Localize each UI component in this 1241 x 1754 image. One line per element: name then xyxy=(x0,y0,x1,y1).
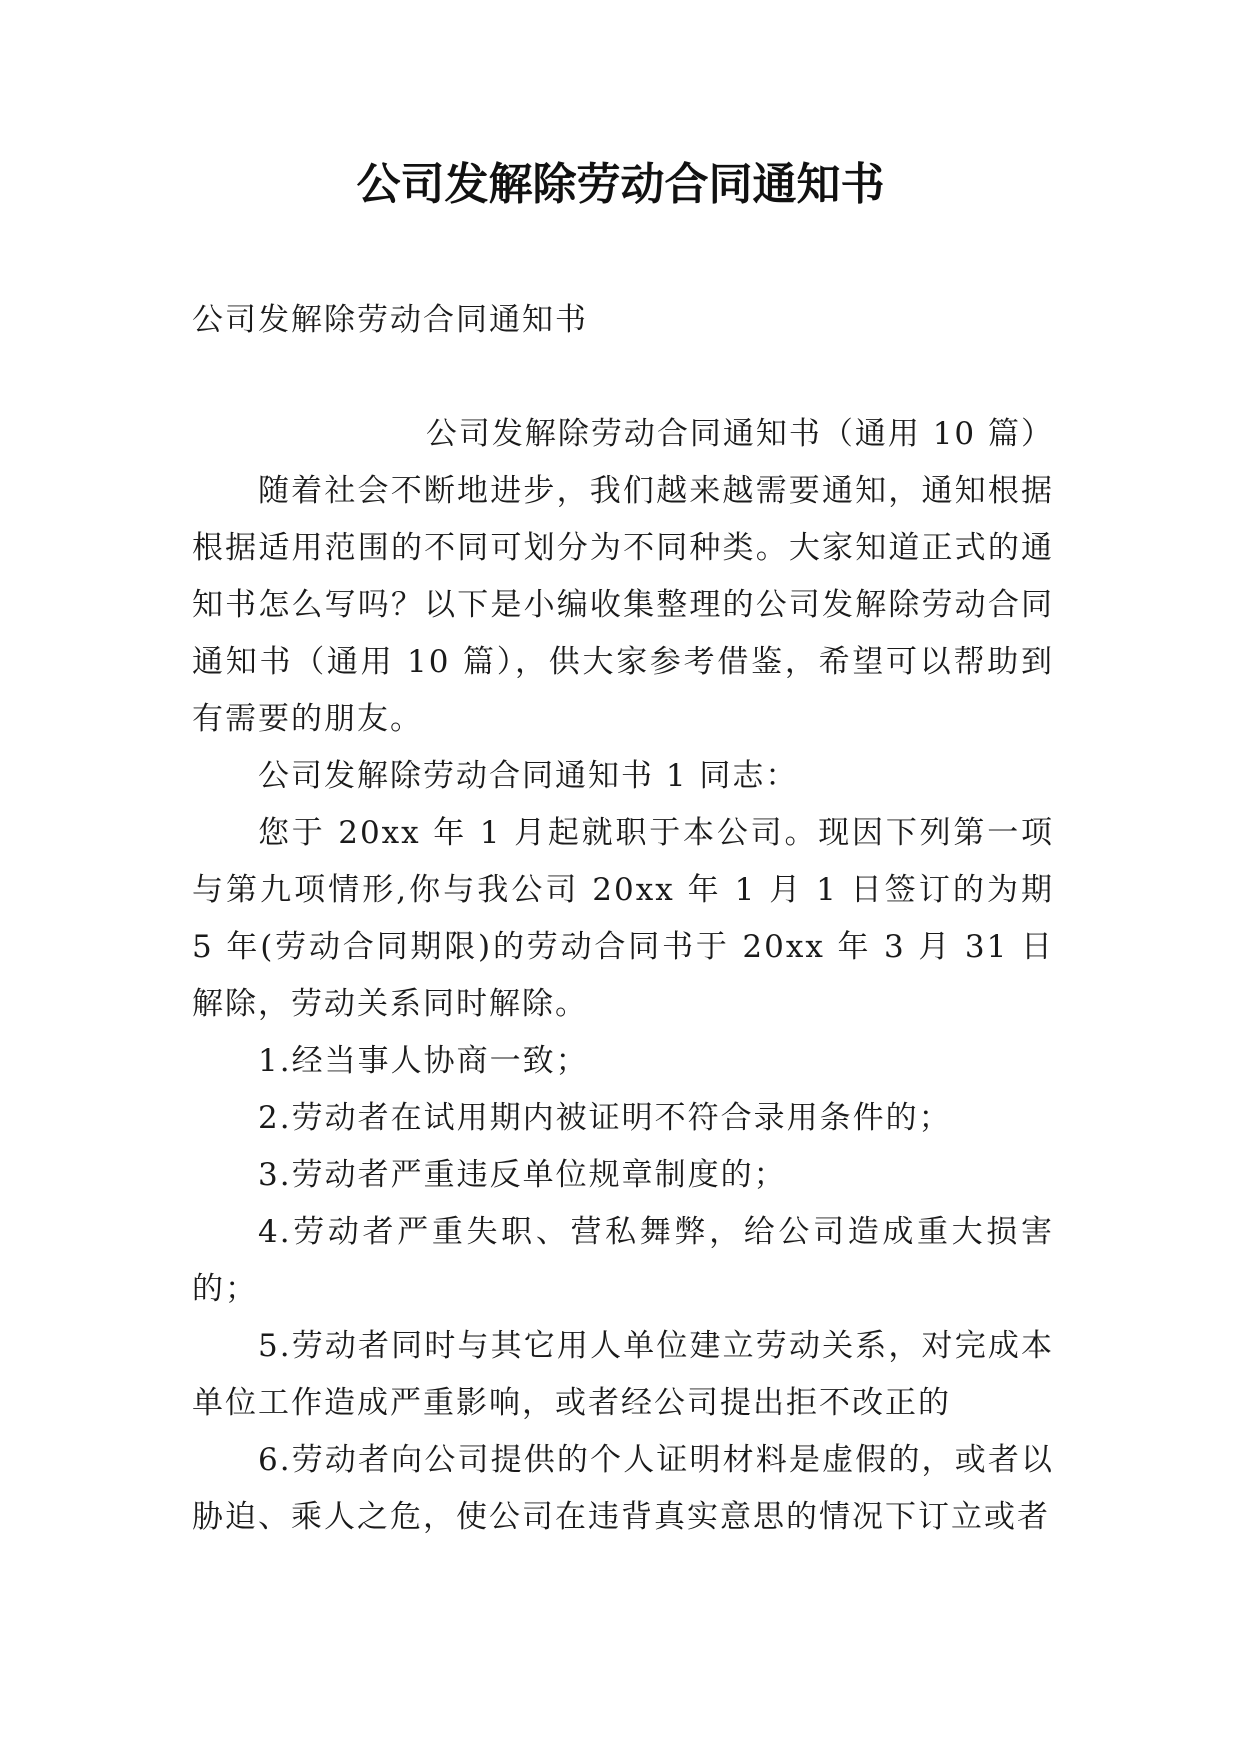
list-item: 5.劳动者同时与其它用人单位建立劳动关系，对完成本单位工作造成严重影响，或者经公司提出拒不改正的 xyxy=(192,1328,1054,1421)
section-heading: 公司发解除劳动合同通知书（通用 10 篇） xyxy=(425,416,1054,452)
notice-paragraph: 您于 20xx 年 1 月起就职于本公司。现因下列第一项与第九项情形,你与我公司 20xx 年 1 月 1 日签订的为期 5 年(劳动合同期限)的劳动合同书于 20xx 年 3 月 31 日解除，劳动关系同时解除。 xyxy=(192,815,1054,1022)
notice-salutation: 公司发解除劳动合同通知书 1 同志： xyxy=(258,758,799,794)
list-item: 6.劳动者向公司提供的个人证明材料是虚假的，或者以胁迫、乘人之危，使公司在违背真实意思的情况下订立或者 xyxy=(192,1442,1054,1535)
document-subtitle: 公司发解除劳动合同通知书 xyxy=(192,302,588,338)
list-item: 4.劳动者严重失职、营私舞弊，给公司造成重大损害的； xyxy=(192,1214,1054,1307)
list-item: 2.劳动者在试用期内被证明不符合录用条件的； xyxy=(258,1100,952,1136)
list-item: 1.经当事人协商一致； xyxy=(258,1043,589,1079)
document-title: 公司发解除劳动合同通知书 xyxy=(356,159,885,210)
list-item: 3.劳动者严重违反单位规章制度的； xyxy=(258,1157,787,1193)
intro-paragraph: 随着社会不断地进步，我们越来越需要通知，通知根据根据适用范围的不同可划分为不同种类。大家知道正式的通知书怎么写吗？以下是小编收集整理的公司发解除劳动合同通知书（通用 10 篇），供大家参考借鉴，希望可以帮助到有需要的朋友。 xyxy=(192,473,1054,737)
document-body xyxy=(192,292,1054,1546)
